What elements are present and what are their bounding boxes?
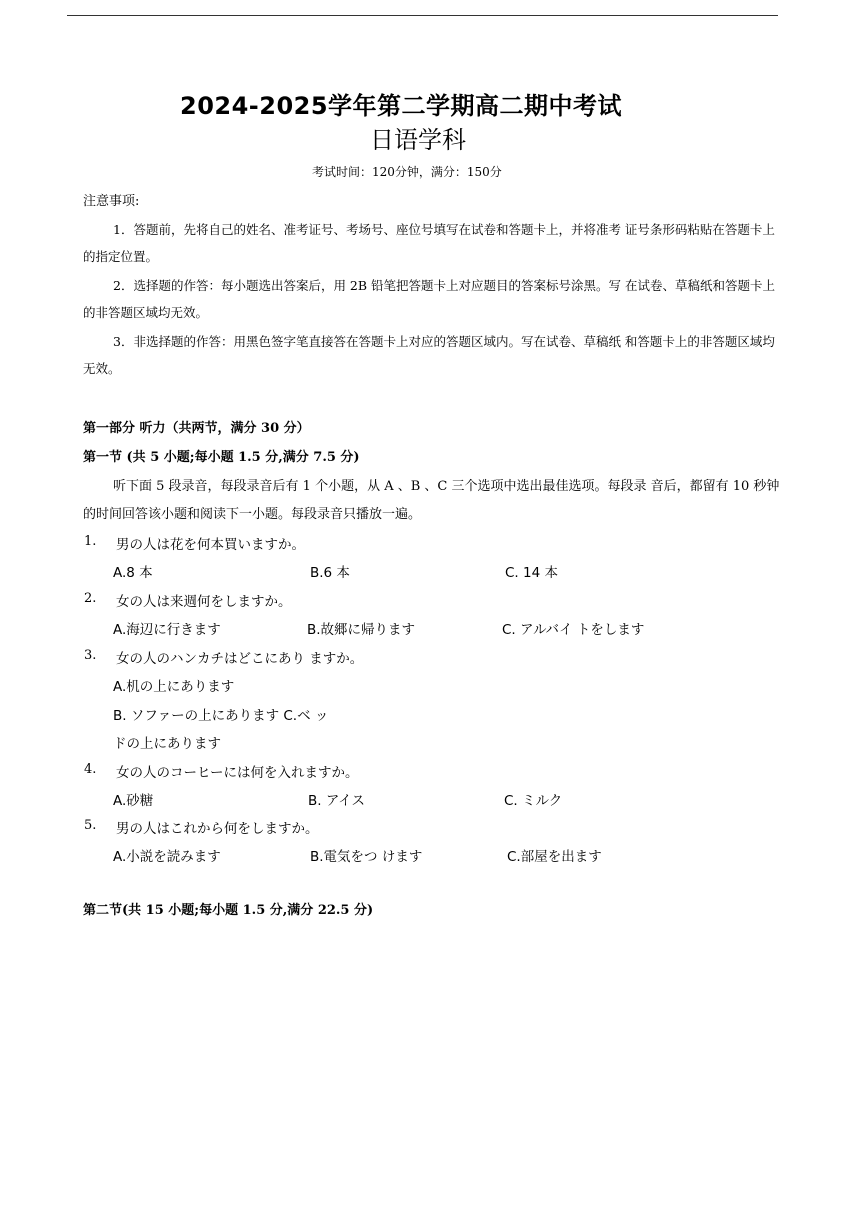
option-b: B. ソファーの上にあります C.ベ ッ	[113, 708, 329, 724]
exam-info: 考试时间：120分钟，满分：150分	[312, 165, 502, 179]
section1-heading: 第一节 (共 5 小题;每小题 1.5 分,满分 7.5 分)	[83, 450, 360, 465]
note-item: 1．答题前，先将自己的姓名、准考证号、考场号、座位号填写在试卷和答题卡上，并将准考 证号条形码粘贴在答题卡上的指定位置。	[83, 222, 775, 264]
option-b: B.故郷に帰ります	[307, 622, 416, 638]
header-rule	[67, 15, 778, 16]
question-number: 4.	[84, 762, 97, 777]
option-a: A.机の上にあります	[113, 679, 235, 695]
question-text: 男の人はこれから何をしますか。	[116, 821, 319, 837]
question-text: 女の人は来週何をしますか。	[116, 594, 292, 610]
option-c: C.部屋を出ます	[507, 849, 602, 865]
option-c: C. アルバイ トをします	[502, 622, 645, 638]
exam-title: 2024-2025学年第二学期高二期中考试	[180, 92, 623, 120]
question-number: 3.	[84, 648, 97, 663]
question-number: 2.	[84, 591, 97, 606]
question-text: 男の人は花を何本買いますか。	[116, 537, 305, 553]
option-a: A.海辺に行きます	[113, 622, 221, 638]
option-a: A.砂糖	[113, 793, 154, 809]
listening-instructions: 听下面 5 段录音，每段录音后有 1 个小题，从 A 、B 、C 三个选项中选出最佳选项。每段录 音后，都留有 10 秒钟的时间回答该小题和阅读下一小题。每段录音只播放一遍。	[83, 479, 780, 522]
option-c: C. ミルク	[504, 793, 563, 809]
question-text: 女の人のコーヒーには何を入れますか。	[116, 765, 359, 781]
notes-heading: 注意事项:	[83, 194, 140, 209]
option-c: ドの上にあります	[113, 736, 221, 752]
option-a: A.小説を読みます	[113, 849, 221, 865]
option-b: B.電気をつ けます	[310, 849, 423, 865]
question-number: 5.	[84, 818, 97, 833]
question-number: 1.	[84, 534, 97, 549]
subject-title: 日语学科	[370, 126, 466, 154]
option-c: C. 14 本	[505, 565, 558, 581]
section2-heading: 第二节(共 15 小题;每小题 1.5 分,满分 22.5 分)	[83, 903, 374, 918]
question-text: 女の人のハンカチはどこにあり ますか。	[116, 651, 364, 667]
option-a: A.8 本	[113, 565, 153, 581]
option-b: B.6 本	[310, 565, 350, 581]
note-item: 3．非选择题的作答：用黑色签字笔直接答在答题卡上对应的答题区域内。写在试卷、草稿纸 和答题卡上的非答题区域均无效。	[83, 334, 775, 376]
option-b: B. アイス	[308, 793, 365, 809]
part1-heading: 第一部分 听力（共两节，满分 30 分）	[83, 421, 310, 436]
note-item: 2．选择题的作答：每小题选出答案后，用 2B 铅笔把答题卡上对应题目的答案标号涂黑。写 在试卷、草稿纸和答题卡上的非答题区域均无效。	[83, 278, 776, 320]
